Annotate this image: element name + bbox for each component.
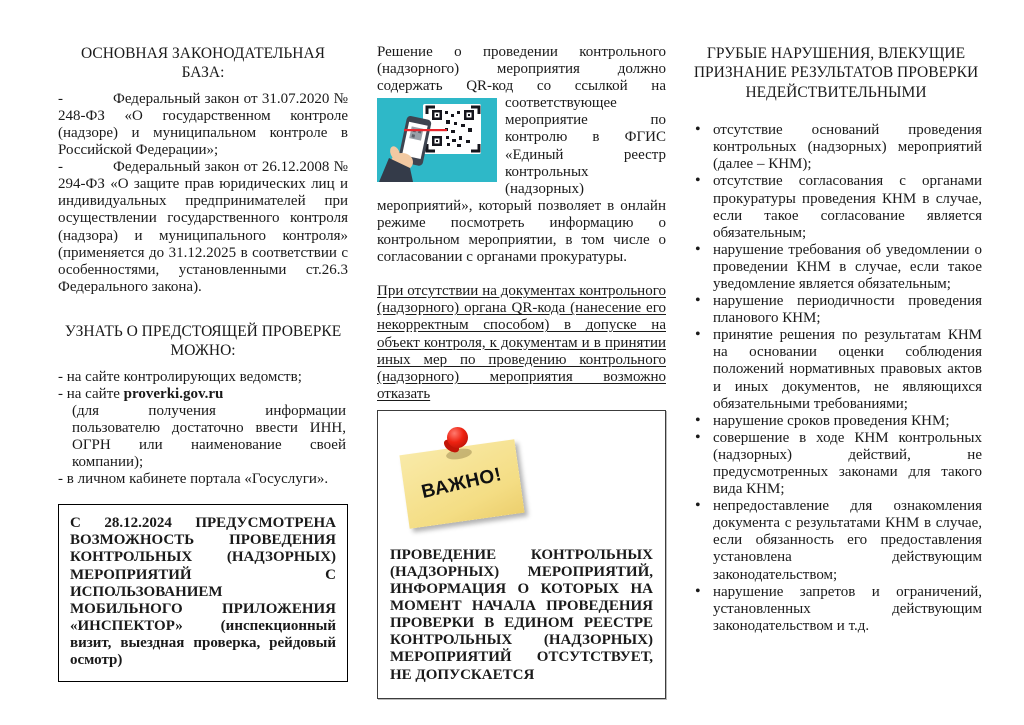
find-out-section — [58, 322, 348, 488]
pushpin-icon — [447, 427, 468, 448]
sticky-note-area — [390, 419, 653, 541]
heading-violations: ГРУБЫЕ НАРУШЕНИЯ, ВЛЕКУЩИЕ ПРИЗНАНИЕ РЕЗУЛЬТАТОВ ПРОВЕРКИ НЕДЕЙСТВИТЕЛЬНЫМИ — [693, 45, 979, 101]
refusal-note-paragraph: При отсутствии на документах контрольного (надзорного) органа QR-кода (нанесение его некорректным способом) в допуске на объект контроля, к документам и в принятии иных мер по проведению контрольного (надзорного) мероприятия возможно отказать — [377, 283, 666, 402]
find-out-item-site-prefix: - на сайте — [58, 385, 124, 402]
inspector-app-box — [58, 504, 348, 682]
violation-item: • принятие решения по результатам КНМ на основании оценки соблюдения положений нормативных правовых актов и иных документов, не являющихся обязательными требованиями; — [690, 327, 982, 412]
violation-item: • отсутствие оснований проведения контрольных (надзорных) мероприятий (далее – КНМ); — [690, 122, 982, 173]
law-294-fz-text: Федеральный закон от 26.12.2008 № 294-ФЗ «О защите прав юридических лиц и индивидуальных предпринимателей при осуществлении государственного контроля (надзора) и муниципального контроля» (применяется до 31.12.2025 в соответствии с особенностями, установленными ст.26.3 Федерального закона). — [58, 159, 348, 295]
law-248-fz — [58, 91, 348, 159]
list-dash: - — [58, 90, 63, 107]
site-address: proverki.gov.ru — [123, 385, 224, 402]
heading-find-out: УЗНАТЬ О ПРЕДСТОЯЩЕЙ ПРОВЕРКЕ МОЖНО: — [64, 322, 342, 360]
violations-list — [690, 122, 982, 635]
qr-intro-after: соответствующее мероприятие по контролю в ФГИС «Единый реестр контрольных (надзорных) мероприятий», который позволяет в онлайн режиме посмотреть информацию о контрольном мероприятии, в том числе о согласовании с органами прокуратуры. — [377, 95, 666, 266]
violation-item: • совершение в ходе КНМ контрольных (надзорных) действий, не предусмотренных законами для такого вида КНМ; — [690, 430, 982, 498]
violation-item: • нарушение запретов и ограничений, установленных действующим законодательством и т.д. — [690, 584, 982, 635]
violation-item: • нарушение периодичности проведения планового КНМ; — [690, 293, 982, 327]
find-out-item-site — [58, 386, 348, 403]
list-dash: - — [58, 159, 63, 176]
column-qr-info — [377, 44, 666, 699]
law-248-fz-text: Федеральный закон от 31.07.2020 № 248-ФЗ «О государственном контроле (надзоре) и муниципальном контроле в Российской Федерации»; — [58, 90, 348, 159]
law-294-fz — [58, 159, 348, 296]
violation-item: • нарушение требования об уведомлении о проведении КНМ в случае, если такое уведомление является обязательным; — [690, 242, 982, 293]
scan-line — [404, 129, 447, 131]
violation-item: • нарушение сроков проведения КНМ; — [690, 413, 982, 430]
important-box — [377, 410, 666, 699]
important-text: ПРОВЕДЕНИЕ КОНТРОЛЬНЫХ (НАДЗОРНЫХ) МЕРОПРИЯТИЙ, ИНФОРМАЦИЯ О КОТОРЫХ НА МОМЕНТ НАЧАЛА ПРОВЕДЕНИЯ ПРОВЕРКИ В ЕДИНОМ РЕЕСТРЕ КОНТРОЛЬНЫХ (НАДЗОРНЫХ) МЕРОПРИЯТИЙ ОТСУТСТВУЕТ, НЕ ДОПУСКАЕТСЯ — [390, 546, 653, 683]
important-label: ВАЖНО! — [419, 464, 504, 503]
qr-intro-paragraph — [377, 44, 666, 266]
find-out-item-agencies: - на сайте контролирующих ведомств; — [58, 368, 302, 385]
violation-item: • отсутствие согласования с органами прокуратуры проведения КНМ в случае, если такое согласование является обязательным; — [690, 173, 982, 241]
column-violations — [690, 44, 982, 635]
qr-intro-before: Решение о проведении контрольного (надзорного) мероприятия должно содержать QR-код со ссылкой на — [377, 44, 666, 95]
find-out-item-site-note: (для получения информации пользователю достаточно ввести ИНН, ОГРН или наименование своей компании); — [72, 402, 346, 471]
heading-legal-base: ОСНОВНАЯ ЗАКОНОДАТЕЛЬНАЯ БАЗА: — [80, 45, 326, 82]
inspector-app-text: С 28.12.2024 ПРЕДУСМОТРЕНА ВОЗМОЖНОСТЬ ПРОВЕДЕНИЯ КОНТРОЛЬНЫХ (НАДЗОРНЫХ) МЕРОПРИЯТИЙ С ИСПОЛЬЗОВАНИЕМ МОБИЛЬНОГО ПРИЛОЖЕНИЯ «ИНСПЕКТОР» (инспекционный визит, выездная проверка, рейдовый осмотр) — [70, 515, 336, 669]
qr-scan-illustration — [377, 98, 497, 182]
column-legal-base — [58, 44, 348, 682]
find-out-item-gosuslugi: - в личном кабинете портала «Госуслуги». — [58, 471, 329, 488]
violation-item: • непредоставление для ознакомления документа с результатами КНМ в случае, если обязанность его предоставления установлена действующим законодательством; — [690, 498, 982, 583]
